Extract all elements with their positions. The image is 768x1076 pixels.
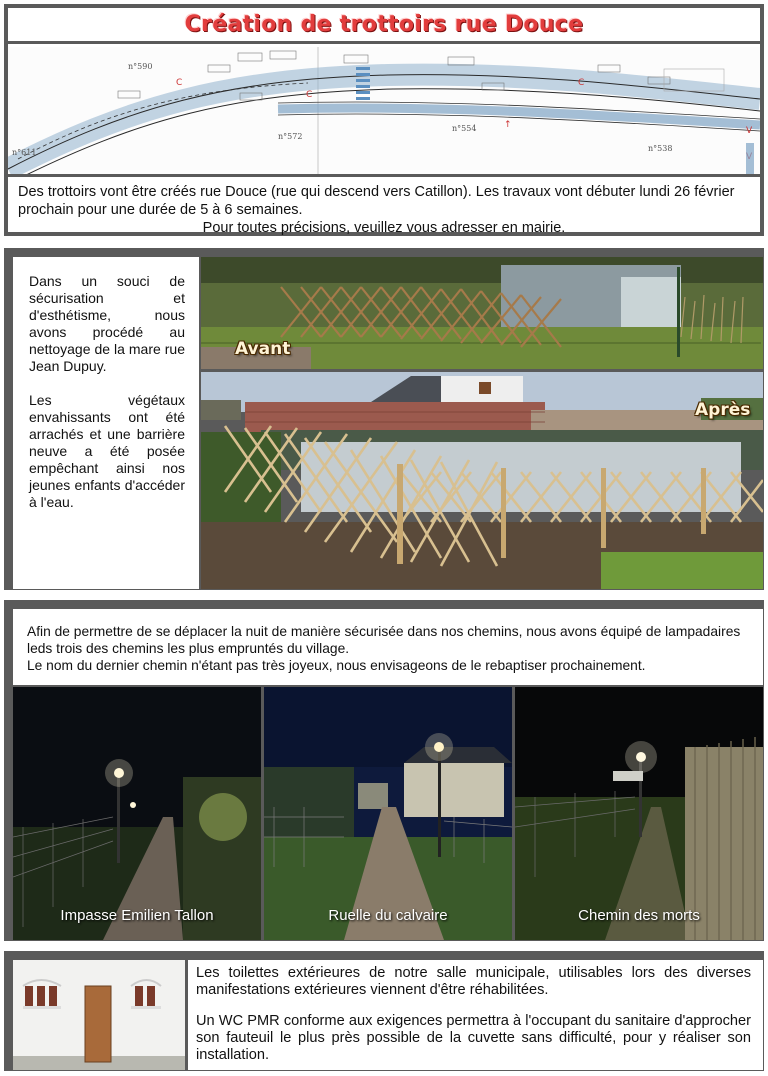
plan-label-590: n°590 xyxy=(128,62,153,71)
svg-text:↑: ↑ xyxy=(504,120,512,130)
night-photo-caption-3: Chemin des morts xyxy=(578,907,700,924)
toilettes-photo xyxy=(13,960,185,1070)
trottoirs-text-line1: Des trottoirs vont être créés rue Douce (rue qui descend vers Catillon). Les travaux vont débuter lundi 26 février prochain pour une durée de 5 à 6 semaines. xyxy=(18,184,735,218)
plan-label-572: n°572 xyxy=(278,132,303,141)
title-banner xyxy=(8,8,760,44)
avant-label: Avant xyxy=(235,339,291,359)
plan-label-538: n°538 xyxy=(648,144,673,153)
lampadaires-text-2: Le nom du dernier chemin n'étant pas très joyeux, nous envisageons de le rebaptiser prochainement. xyxy=(27,658,646,673)
night-photo-chemin xyxy=(515,687,763,940)
svg-text:C: C xyxy=(176,78,183,88)
trottoirs-text-line2: Pour toutes précisions, veuillez vous adresser en mairie. xyxy=(202,220,566,236)
trottoirs-text xyxy=(8,180,760,236)
mare-before-photo xyxy=(201,257,763,369)
lampadaires-text-1: Afin de permettre de se déplacer la nuit de manière sécurisée dans nos chemins, nous avons équipé de lampadaires leds trois des chemins les plus empruntés du village. xyxy=(27,624,741,656)
toilettes-section xyxy=(4,951,764,1071)
lampadaires-section xyxy=(4,600,764,941)
night-photo-calvaire xyxy=(264,687,512,940)
svg-text:C: C xyxy=(306,90,313,100)
toilettes-paragraph-1: Les toilettes extérieures de notre salle municipale, utilisables lors des diverses manifestations extérieures viennent d'être réhabilitées. xyxy=(196,965,751,998)
mare-text xyxy=(13,257,199,589)
plan-label-554: n°554 xyxy=(452,124,477,133)
trottoirs-section xyxy=(4,4,764,236)
mare-after-photo xyxy=(201,372,763,589)
lampadaires-text xyxy=(13,609,763,685)
toilettes-paragraph-2: Un WC PMR conforme aux exigences permettra à l'occupant du sanitaire d'approcher son fauteuil le plus près possible de la cuvette sans difficulté, pour y réaliser son installation. xyxy=(196,1013,751,1063)
toilettes-text xyxy=(188,960,763,1070)
plan-label-611: n°611 xyxy=(12,148,37,157)
mare-paragraph-2: Les végétaux envahissants ont été arrachés et une barrière neuve a été posée empêchant ainsi nos jeunes enfants d'accéder à l'eau. xyxy=(29,392,185,510)
page-title: Création de trottoirs rue Douce xyxy=(184,12,584,37)
road-plan-drawing xyxy=(8,47,760,177)
svg-text:C: C xyxy=(578,78,585,88)
night-photo-impasse xyxy=(13,687,261,940)
mare-section xyxy=(4,248,764,590)
mare-paragraph-1: Dans un souci de sécurisation et d'esthétisme, nous avons procédé au nettoyage de la mare rue Jean Dupuy. xyxy=(29,273,185,374)
night-photo-caption-1: Impasse Emilien Tallon xyxy=(60,907,214,924)
night-photo-caption-2: Ruelle du calvaire xyxy=(328,907,448,924)
apres-label: Après xyxy=(695,400,751,420)
svg-text:V: V xyxy=(746,126,753,136)
